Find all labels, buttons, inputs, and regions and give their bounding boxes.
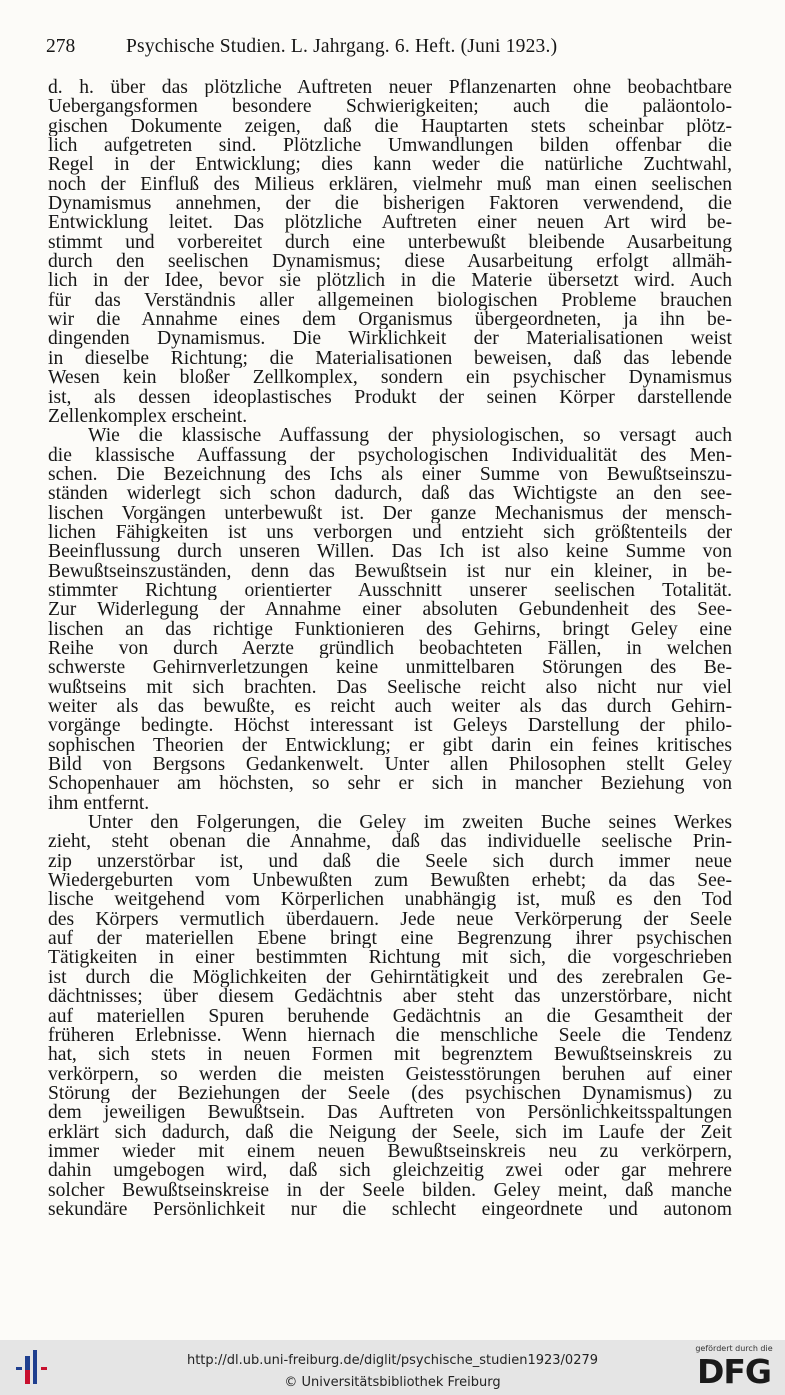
text-line: Störung der Beziehungen der Seele (des psychischen Dynamismus) zu bbox=[48, 1083, 732, 1104]
text-line: solcher Bewußtseinskreise in der Seele bilden. Geley meint, daß manche bbox=[48, 1180, 732, 1200]
text-line: Bild von Bergsons Gedankenwelt. Unter allen Philosophen stellt Geley bbox=[48, 755, 732, 775]
text-line: auf materiellen Spuren beruhende Gedächtnis an die Gesamtheit der bbox=[48, 1006, 732, 1026]
text-line: verkörpern, so werden die meisten Geistesstörungen beruhen auf einer bbox=[48, 1064, 732, 1084]
page-number: 278 bbox=[46, 36, 76, 57]
text-line: Wesen kein bloßer Zellkomplex, sondern ein psychischer Dynamismus bbox=[48, 368, 732, 388]
text-line: Schopenhauer am höchsten, so sehr er sich in mancher Beziehung von bbox=[48, 774, 732, 794]
text-line: dingenden Dynamismus. Die Wirklichkeit der Materialisationen weist bbox=[48, 329, 732, 349]
text-line: Regel in der Entwicklung; dies kann weder die natürliche Zuchtwahl, bbox=[48, 155, 732, 175]
text-line: dahin umgebogen wird, daß sich gleichzeitig zwei oder gar mehrere bbox=[48, 1161, 732, 1181]
text-line: Unter den Folgerungen, die Geley im zweiten Buche seines Werkes bbox=[88, 813, 732, 833]
text-line: lich in der Idee, bevor sie plötzlich in die Materie übersetzt wird. Auch bbox=[48, 271, 732, 291]
dfg-logo-icon: DFG bbox=[696, 1352, 772, 1391]
text-line: schen. Die Bezeichnung des Ichs als einer Summe von Bewußtseinszu- bbox=[48, 464, 732, 485]
text-line: zip unzerstörbar ist, und daß die Seele sich durch immer neue bbox=[48, 851, 732, 872]
text-line: Entwicklung leitet. Das plötzliche Auftreten einer neuen Art wird be- bbox=[48, 213, 732, 233]
text-line: früheren Erlebnisse. Wenn hiernach die menschliche Seele die Tendenz bbox=[48, 1025, 732, 1046]
text-line: lische weitgehend vom Körperlichen unabhängig ist, muß es den Tod bbox=[48, 890, 732, 910]
page-header bbox=[46, 36, 736, 62]
source-url[interactable]: http://dl.ub.uni-freiburg.de/diglit/psychische_studien1923/0279 bbox=[186, 1353, 599, 1368]
text-line: ständen widerlegt sich schon dadurch, daß das Wichtigste an den see- bbox=[48, 484, 732, 504]
text-line: gischen Dokumente zeigen, daß die Hauptarten stets scheinbar plötz- bbox=[48, 116, 732, 137]
text-line: ihm entfernt. bbox=[48, 793, 150, 814]
text-line: des Körpers vermutlich überdauern. Jede neue Verkörperung der Seele bbox=[48, 909, 732, 930]
text-line: Wie die klassische Auffassung der physiologischen, so versagt auch bbox=[88, 426, 732, 446]
text-line: lich aufgetreten sind. Plötzliche Umwandlungen bilden offenbar die bbox=[48, 136, 732, 156]
text-line: auf der materiellen Ebene bringt eine Begrenzung ihrer psychischen bbox=[48, 929, 732, 949]
copyright-notice: © Universitätsbibliothek Freiburg bbox=[284, 1375, 501, 1390]
text-line: Uebergangsformen besondere Schwierigkeiten; auch die paläontolo- bbox=[48, 97, 732, 117]
text-line: ist, als dessen ideoplastisches Produkt der seinen Körper darstellende bbox=[48, 387, 732, 407]
text-line: Reihe von durch Aerzte gründlich beobachteten Fällen, in welchen bbox=[48, 638, 732, 659]
text-line: d. h. über das plötzliche Auftreten neuer Pflanzenarten ohne beobachtbare bbox=[48, 78, 732, 98]
text-line: wußtseins mit sich brachten. Das Seelische reicht also nicht nur viel bbox=[48, 677, 732, 697]
text-line: Dynamismus annehmen, der die bisherigen Faktoren verwendend, die bbox=[48, 194, 732, 214]
text-line: erklärt sich dadurch, daß die Neigung der Seele, sich im Laufe der Zeit bbox=[48, 1122, 732, 1142]
text-line: vorgänge bedingte. Höchst interessant ist Geleys Darstellung der philo- bbox=[48, 716, 732, 736]
running-title: Psychische Studien. L. Jahrgang. 6. Heft. (Juni 1923.) bbox=[126, 36, 558, 57]
text-line: stimmter Richtung orientierter Ausschnitt unserer seelischen Totalität. bbox=[48, 580, 732, 601]
text-line: ist durch die Möglichkeiten der Gehirntätigkeit und des zerebralen Ge- bbox=[48, 967, 732, 988]
text-line: durch den seelischen Dynamismus; diese Ausarbeitung erfolgt allmäh- bbox=[48, 252, 732, 272]
text-line: noch der Einfluß des Milieus erklären, vielmehr muß man einen seelischen bbox=[48, 174, 732, 195]
text-line: Tätigkeiten in einer bestimmten Richtung mit sich, die vorgeschrieben bbox=[48, 948, 732, 968]
body-text bbox=[48, 78, 732, 1219]
text-line: lischen Vorgängen unterbewußt ist. Der ganze Mechanismus der mensch- bbox=[48, 503, 732, 523]
text-line: zieht, steht obenan die Annahme, daß das individuelle seelische Prin- bbox=[48, 832, 732, 852]
text-line: lischen an das richtige Funktionieren des Gehirns, bringt Geley eine bbox=[48, 619, 732, 639]
text-line: Beeinflussung durch unseren Willen. Das Ich ist also keine Summe von bbox=[48, 542, 732, 562]
footer-bar bbox=[0, 1340, 785, 1395]
text-line: sekundäre Persönlichkeit nur die schlecht eingeordnete und autonom bbox=[48, 1199, 732, 1220]
dfg-logo bbox=[690, 1344, 778, 1392]
text-line: sophischen Theorien der Entwicklung; er gibt darin ein feines kritisches bbox=[48, 735, 732, 756]
text-line: Zellenkomplex erscheint. bbox=[48, 406, 248, 427]
text-line: immer wieder mit einem neuen Bewußtseinskreis neu zu verkörpern, bbox=[48, 1141, 732, 1162]
text-line: die klassische Auffassung der psychologischen Individualität des Men- bbox=[48, 445, 732, 465]
text-line: wir die Annahme eines dem Organismus übergeordneten, ja ihn be- bbox=[48, 310, 732, 330]
text-line: stimmt und vorbereitet durch eine unterbewußt bleibende Ausarbeitung bbox=[48, 232, 732, 253]
text-line: Zur Widerlegung der Annahme einer absoluten Gebundenheit des See- bbox=[48, 600, 732, 620]
text-line: Wiedergeburten vom Unbewußten zum Bewußten erhebt; da das See- bbox=[48, 871, 732, 891]
text-line: dächtnisses; über diesem Gedächtnis aber steht das unzerstörbare, nicht bbox=[48, 987, 732, 1007]
text-line: für das Verständnis aller allgemeinen biologischen Probleme brauchen bbox=[48, 290, 732, 311]
text-line: dem jeweiligen Bewußtsein. Das Auftreten von Persönlichkeitsspaltungen bbox=[48, 1103, 732, 1123]
dfg-caption: gefördert durch die bbox=[695, 1344, 773, 1353]
text-line: in dieselbe Richtung; die Materialisationen beweisen, daß das lebende bbox=[48, 348, 732, 369]
text-line: Bewußtseinszuständen, denn das Bewußtsein ist nur ein kleiner, in be- bbox=[48, 561, 732, 581]
text-line: schwerste Gehirnverletzungen keine unmittelbaren Störungen des Be- bbox=[48, 658, 732, 678]
text-line: hat, sich stets in neuen Formen mit begrenztem Bewußtseinskreis zu bbox=[48, 1045, 732, 1065]
text-line: weiter als das bewußte, es reicht auch weiter als das durch Gehirn- bbox=[48, 697, 732, 717]
text-line: lichen Fähigkeiten ist uns verborgen und entzieht sich größtenteils der bbox=[48, 522, 732, 543]
